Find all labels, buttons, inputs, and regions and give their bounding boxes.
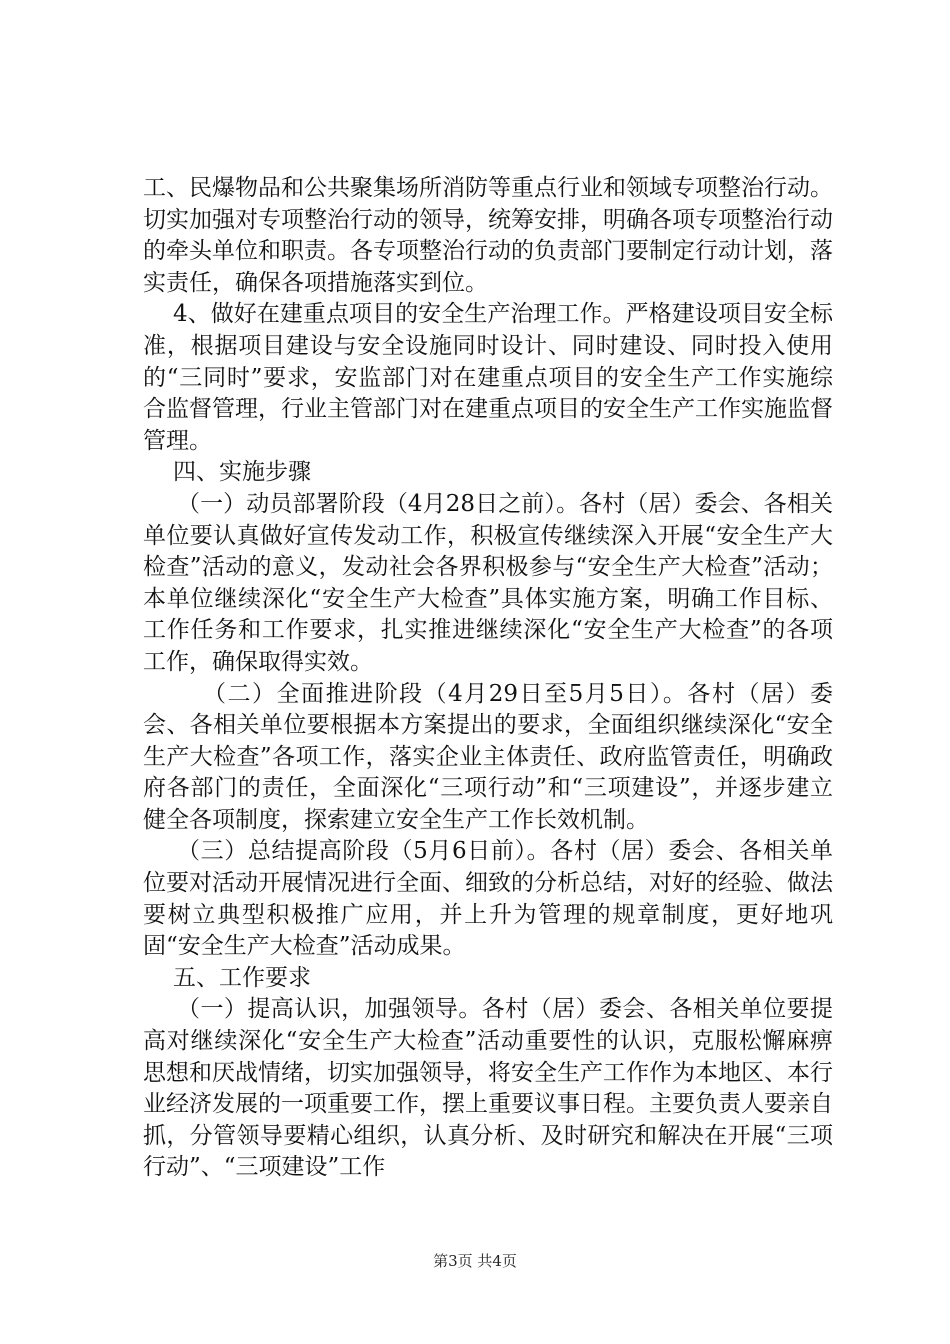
- document-body: [143, 173, 833, 1184]
- paragraph-mobilization-stage: （一）动员部署阶段（4月28日之前）。各村（居）委会、各相关单位要认真做好宣传发动工作，积极宣传继续深入开展“安全生产大检查”活动的意义，发动社会各界积极参与“安全生产大检查”活动；本单位继续深化“安全生产大检查”具体实施方案，明确工作目标、工作任务和工作要求，扎实推进继续深化“安全生产大检查”的各项工作，确保取得实效。: [143, 490, 833, 675]
- paragraph-industry-rectification: 工、民爆物品和公共聚集场所消防等重点行业和领域专项整治行动。切实加强对专项整治行动的领导，统筹安排，明确各项专项整治行动的牵头单位和职责。各专项整治行动的负责部门要制定行动计划，落实责任，确保各项措施落实到位。: [143, 175, 833, 296]
- paragraph-raise-awareness: （一）提高认识，加强领导。各村（居）委会、各相关单位要提高对继续深化“安全生产大检查”活动重要性的认识，克服松懈麻痹思想和厌战情绪，切实加强领导，将安全生产工作作为本地区、本行业经济发展的一项重要工作，摆上重要议事日程。主要负责人要亲自抓，分管领导要精心组织，认真分析、及时研究和解决在开展“三项行动”、“三项建设”工作: [143, 996, 833, 1181]
- page-footer: 第3页 共4页: [433, 1252, 517, 1270]
- paragraph-key-projects: 4、做好在建重点项目的安全生产治理工作。严格建设项目安全标准，根据项目建设与安全设施同时设计、同时建设、同时投入使用的“三同时”要求，安监部门对在建重点项目的安全生产工作实施综合监督管理，行业主管部门对在建重点项目的安全生产工作实施监督管理。: [143, 301, 833, 454]
- section-heading-implementation-steps: 四、实施步骤: [173, 459, 311, 486]
- section-heading-work-requirements: 五、工作要求: [173, 964, 311, 991]
- paragraph-summary-stage: （三）总结提高阶段（5月6日前）。各村（居）委会、各相关单位要对活动开展情况进行全面、细致的分析总结，对好的经验、做法要树立典型积极推广应用，并上升为管理的规章制度，更好地巩固“安全生产大检查”活动成果。: [143, 838, 833, 960]
- paragraph-comprehensive-stage: （二）全面推进阶段（4月29日至5月5日）。各村（居）委会、各相关单位要根据本方案提出的要求，全面组织继续深化“安全生产大检查”各项工作，落实企业主体责任、政府监管责任，明确政府各部门的责任，全面深化“三项行动”和“三项建设”，并逐步建立健全各项制度，探索建立安全生产工作长效机制。: [143, 680, 833, 833]
